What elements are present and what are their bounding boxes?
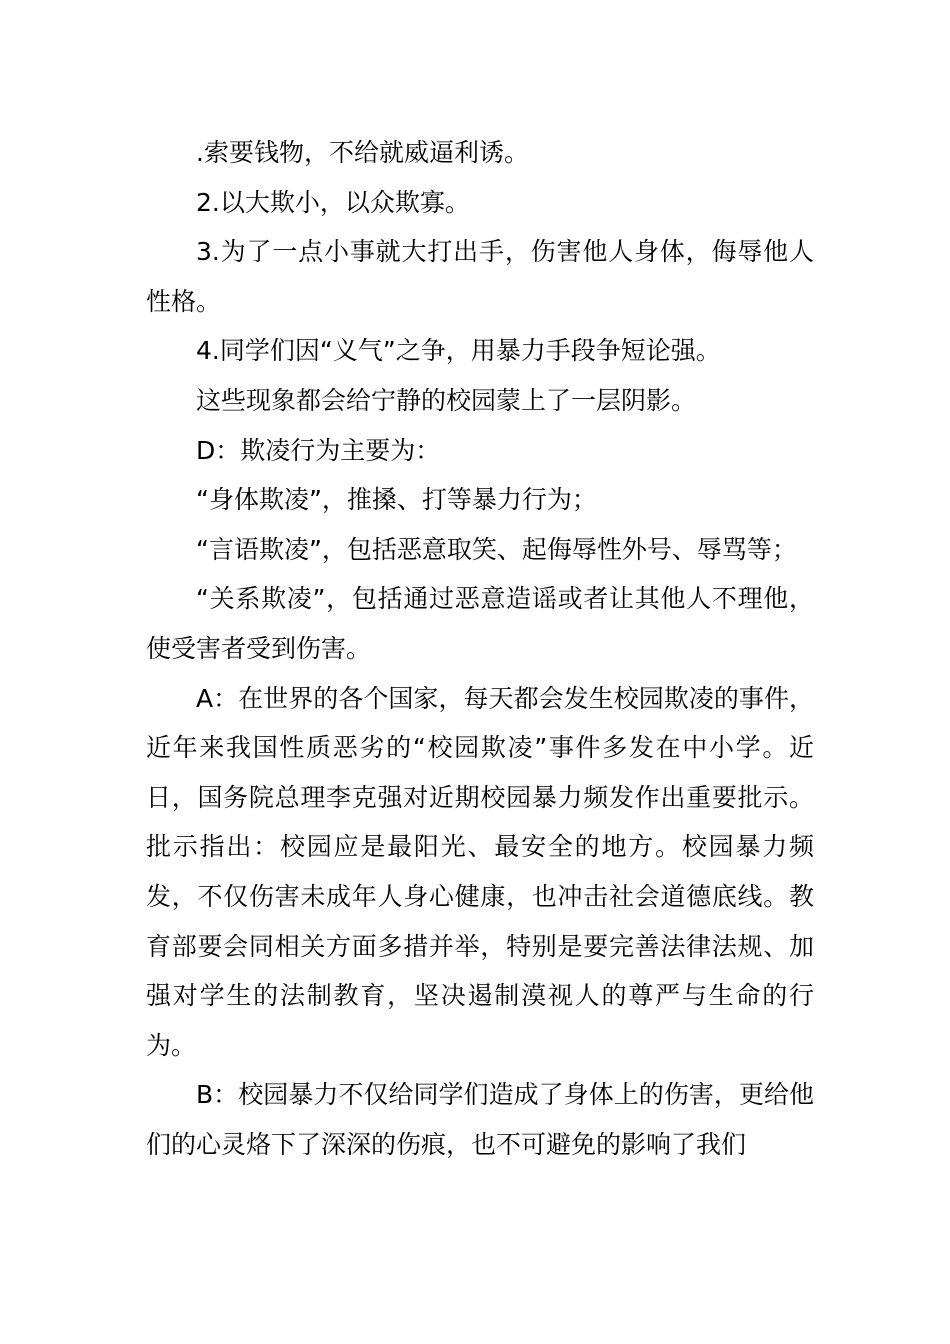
- paragraph-bully-weak: 2.以大欺小，以众欺寡。: [196, 187, 470, 217]
- paragraph-b-speech: B：校园暴力不仅给同学们造成了身体上的伤害，更给他们的心灵烙下了深深的伤痕，也不可避免的影响了我们: [146, 1080, 814, 1159]
- paragraph-loyalty-fights: 4.同学们因“义气”之争，用暴力手段争短论强。: [196, 336, 721, 366]
- paragraph-verbal-bullying: “言语欺凌”，包括恶意取笑、起侮辱性外号、辱骂等；: [196, 534, 797, 564]
- paragraph-a-speech: A：在世界的各个国家，每天都会发生校园欺凌的事件，近年来我国性质恶劣的“校园欺凌”事件多发在中小学。近日，国务院总理李克强对近期校园暴力频发作出重要批示。批示指出：校园应是最阳光、最安全的地方。校园暴力频发，不仅伤害未成年人身心健康，也冲击社会道德底线。教育部要会同相关方面多措并举，特别是要完善法律法规、加强对学生的法制教育，坚决遏制漠视人的尊严与生命的行为。: [146, 683, 814, 1060]
- paragraph-physical-bullying: “身体欺凌”，推搡、打等暴力行为；: [196, 485, 597, 515]
- document-body: [146, 128, 814, 1169]
- paragraph-relational-bullying: “关系欺凌”，包括通过恶意造谣或者让其他人不理他，使受害者受到伤害。: [146, 584, 814, 663]
- paragraph-shadow: 这些现象都会给宁静的校园蒙上了一层阴影。: [196, 385, 697, 415]
- paragraph-d-intro: D：欺凌行为主要为：: [196, 435, 441, 465]
- paragraph-fighting: 3.为了一点小事就大打出手，伤害他人身体，侮辱他人性格。: [146, 237, 814, 316]
- paragraph-demand-money: .索要钱物，不给就威逼利诱。: [196, 138, 529, 167]
